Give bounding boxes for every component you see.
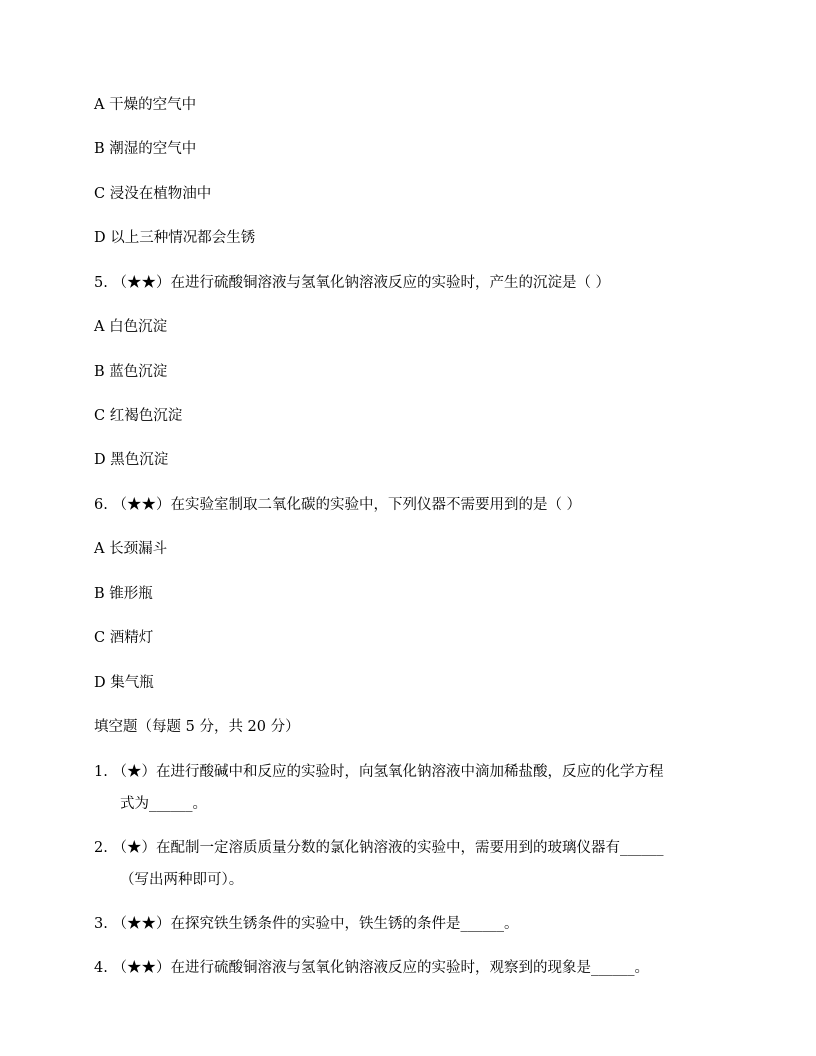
- q6-stem: 6. （★★）在实验室制取二氧化碳的实验中，下列仪器不需要用到的是（ ）: [94, 497, 582, 513]
- fill-section-heading: 填空题（每题 5 分，共 20 分）: [94, 719, 300, 735]
- q5-stem: 5. （★★）在进行硫酸铜溶液与氢氧化钠溶液反应的实验时，产生的沉淀是（ ）: [94, 275, 611, 291]
- fill-question-4: 4. （★★）在进行硫酸铜溶液与氢氧化钠溶液反应的实验时，观察到的现象是______。: [94, 960, 649, 976]
- q4-option-a: A 干燥的空气中: [94, 97, 197, 113]
- fill-question-2-line1: 2. （★）在配制一定溶质质量分数的氯化钠溶液的实验中，需要用到的玻璃仪器有______: [94, 840, 664, 856]
- fill-question-3: 3. （★★）在探究铁生锈条件的实验中，铁生锈的条件是______。: [94, 916, 519, 932]
- q6-option-b: B 锥形瓶: [94, 586, 153, 602]
- q6-option-c: C 酒精灯: [94, 630, 154, 646]
- fill-question-2-line2: （写出两种即可）。: [120, 872, 244, 888]
- fill-question-1-line1: 1. （★）在进行酸碱中和反应的实验时，向氢氧化钠溶液中滴加稀盐酸，反应的化学方程: [94, 764, 664, 780]
- q4-option-b: B 潮湿的空气中: [94, 141, 197, 157]
- q5-option-d: D 黑色沉淀: [94, 452, 169, 468]
- q4-option-d: D 以上三种情况都会生锈: [94, 230, 256, 246]
- q5-option-a: A 白色沉淀: [94, 319, 168, 335]
- fill-question-2: [94, 838, 734, 890]
- q5-option-c: C 红褐色沉淀: [94, 408, 183, 424]
- q5-option-b: B 蓝色沉淀: [94, 364, 168, 380]
- q4-option-c: C 浸没在植物油中: [94, 186, 212, 202]
- q6-option-a: A 长颈漏斗: [94, 541, 168, 557]
- fill-question-1-line2: 式为______。: [120, 796, 207, 812]
- q6-option-d: D 集气瓶: [94, 675, 154, 691]
- fill-question-1: [94, 762, 734, 814]
